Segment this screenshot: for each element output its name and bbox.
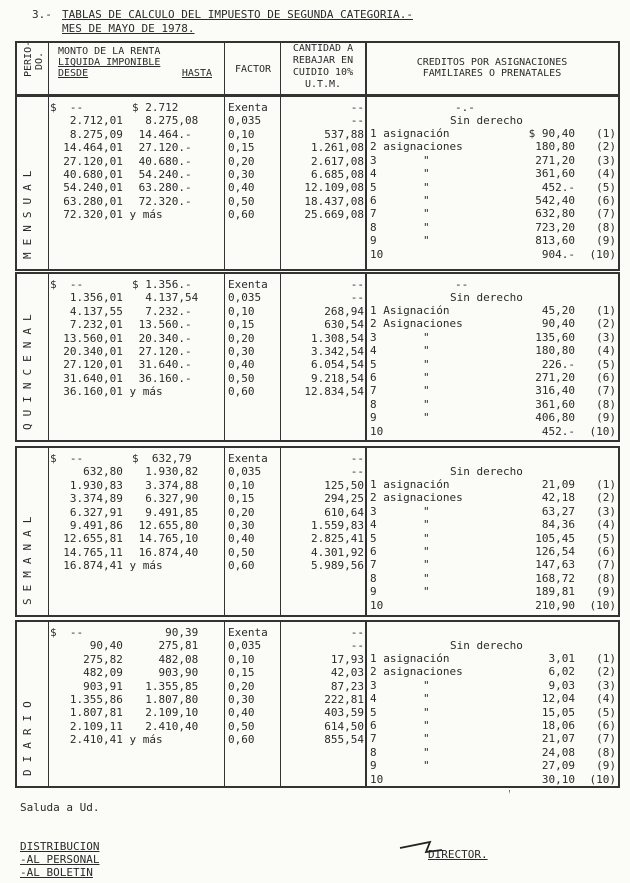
factor-column: Exenta 0,035 0,10 0,15 0,20 0,30 0,40 0,50 0,60 <box>228 101 268 222</box>
title-line-1: TABLAS DE CALCULO DEL IMPUESTO DE SEGUNDA CATEGORIA.- <box>62 8 413 21</box>
director-label: DIRECTOR. <box>428 848 488 861</box>
creditos-numbers: (1) (2) (3) (4) (5) (6) (7) (8) (9) (10) <box>589 127 616 261</box>
header-factor: FACTOR <box>234 64 272 75</box>
creditos-numbers: (1) (2) (3) (4) (5) (6) (7) (8) (9) (10) <box>589 478 616 612</box>
header-creditos: CREDITOS POR ASIGNACIONES FAMILIARES O PRENATALES <box>416 57 568 79</box>
period-label: MENSUAL <box>21 163 34 259</box>
creditos-values: 3,01 6,02 9,03 12,04 15,05 18,06 21,07 24,08 27,09 30,10 <box>541 652 575 786</box>
period-label: QUINCENAL <box>21 307 34 430</box>
saluda-text: Saluda a Ud. <box>20 801 100 814</box>
rebaja-column: -- -- 537,88 1.261,08 2.617,08 6.685,08 12.109,08 18.437,08 25.669,08 <box>304 101 364 222</box>
rebaja-column: -- -- 17,93 42,03 87,23 222,81 403,59 614,50 855,54 <box>324 626 364 747</box>
sin-derecho: Sin derecho <box>450 114 523 127</box>
title-line-2: MES DE MAYO DE 1978. <box>62 22 195 35</box>
header-hasta: HASTA <box>181 68 212 79</box>
title-number: 3.- <box>32 8 52 21</box>
creditos-values: $ 90,40 180,80 271,20 361,60 452.- 542,40 632,80 723,20 813,60 904.- <box>528 127 575 261</box>
header-monto: MONTO DE LA RENTA LIQUIDA IMPONIBLE DESDE HASTA <box>58 46 212 79</box>
period-label: SEMANAL <box>21 509 34 605</box>
creditos-numbers: (1) (2) (3) (4) (5) (6) (7) (8) (9) (10) <box>589 304 616 438</box>
sin-derecho: Sin derecho <box>450 639 523 652</box>
creditos-labels: 1 asignación 2 asignaciones 3 " 4 " 5 " 6 " 7 " 8 " 9 " 10 <box>370 652 463 786</box>
creditos-values: 21,09 42,18 63,27 84,36 105,45 126,54 147,63 168,72 189,81 210,90 <box>535 478 575 612</box>
factor-column: Exenta 0,035 0,10 0,15 0,20 0,30 0,40 0,50 0,60 <box>228 626 268 747</box>
creditos-dash: -- <box>455 278 469 291</box>
rebaja-column: -- -- 268,94 630,54 1.308,54 3.342,54 6.054,54 9.218,54 12.834,54 <box>304 278 364 399</box>
creditos-dash: -.- <box>455 101 475 114</box>
header-cantidad: CANTIDAD A REBAJAR EN CUIDIO 10% U.T.M. <box>292 43 354 90</box>
rebaja-column: -- -- 125,50 294,25 610,64 1.559,83 2.825,41 4.301,92 5.989,56 <box>311 452 364 573</box>
sin-derecho: Sin derecho <box>450 291 523 304</box>
header-period: PERIO- DO. <box>23 40 45 77</box>
desde-column: $ -- 632,80 1.930,83 3.374,89 6.327,91 9.491,86 12.655,81 14.765,11 16.874,41 y más <box>50 452 163 573</box>
signature <box>390 780 510 860</box>
sin-derecho: Sin derecho <box>450 465 523 478</box>
desde-column: $ -- 2.712,01 8.275,09 14.464,01 27.120,01 40.680,01 54.240,01 63.280,01 72.320,01 y más <box>50 101 163 222</box>
al-boletin: -AL BOLETIN <box>20 866 93 879</box>
hasta-column: $ 2.712 8.275,08 14.464.- 27.120.- 40.680.- 54.240.- 63.280.- 72.320.- <box>132 101 199 208</box>
desde-column: $ -- 1.356,01 4.137,55 7.232,01 13.560,01 20.340,01 27.120,01 31.640,01 36.160,01 y más <box>50 278 163 399</box>
hasta-column: $ 1.356.- 4.137,54 7.232.- 13.560.- 20.340.- 27.120.- 31.640.- 36.160.- <box>132 278 199 385</box>
creditos-labels: 1 Asignación 2 Asignaciones 3 " 4 " 5 " 6 " 7 " 8 " 9 " 10 <box>370 304 463 438</box>
creditos-numbers: (1) (2) (3) (4) (5) (6) (7) (8) (9) (10) <box>589 652 616 786</box>
hasta-column: 90,39 275,81 482,08 903,90 1.355,85 1.807,80 2.109,10 2.410,40 <box>145 626 199 733</box>
period-label: DIARIO <box>21 694 34 776</box>
hasta-column: $ 632,79 1.930,82 3.374,88 6.327,90 9.491,85 12.655,80 14.765,10 16.874,40 <box>132 452 199 559</box>
desde-column: $ -- 90,40 275,82 482,09 903,91 1.355,86 1.807,81 2.109,11 2.410,41 y más <box>50 626 163 747</box>
creditos-labels: 1 asignación 2 asignaciones 3 " 4 " 5 " 6 " 7 " 8 " 9 " 10 <box>370 478 463 612</box>
distribucion-label: DISTRIBUCION <box>20 840 100 853</box>
factor-column: Exenta 0,035 0,10 0,15 0,20 0,30 0,40 0,50 0,60 <box>228 452 268 573</box>
header-desde: DESDE <box>58 68 89 79</box>
creditos-values: 45,20 90,40 135,60 180,80 226.- 271,20 316,40 361,60 406,80 452.- <box>535 304 575 438</box>
factor-column: Exenta 0,035 0,10 0,15 0,20 0,30 0,40 0,50 0,60 <box>228 278 268 399</box>
al-personal: -AL PERSONAL <box>20 853 100 866</box>
creditos-labels: 1 asignación 2 asignaciones 3 " 4 " 5 " 6 " 7 " 8 " 9 " 10 <box>370 127 463 261</box>
